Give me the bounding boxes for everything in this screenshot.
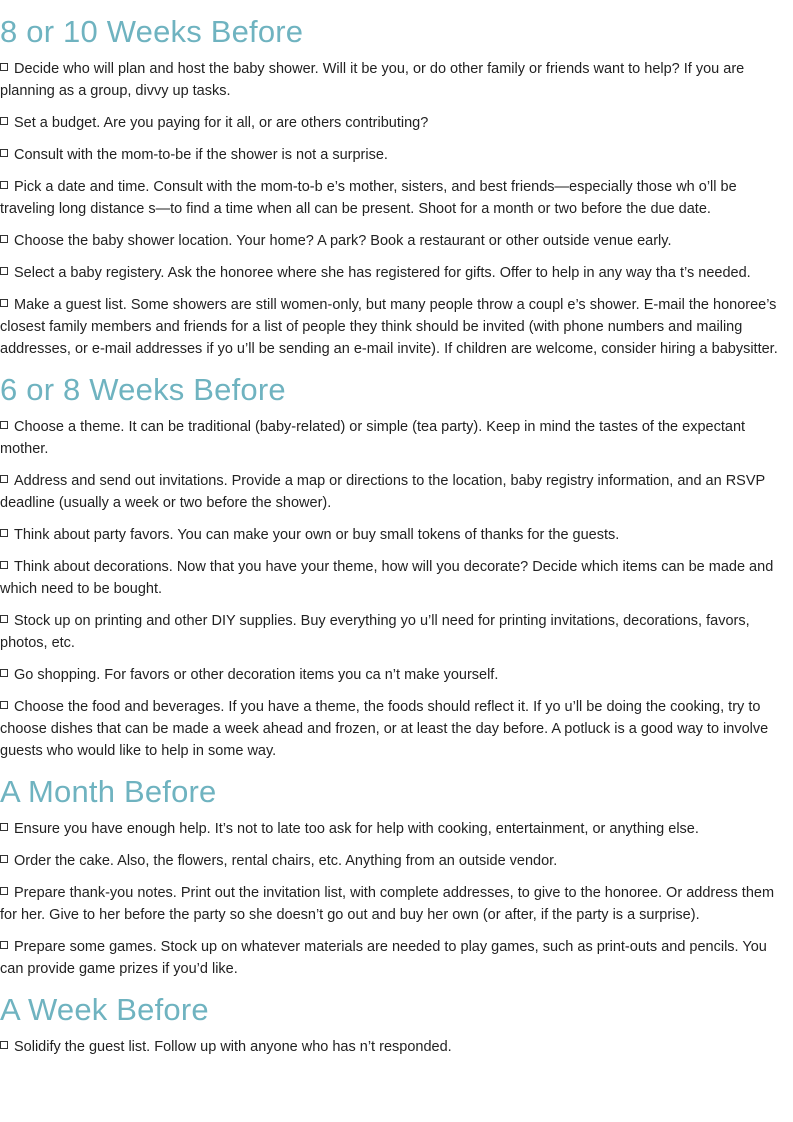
section-8-or-10-weeks	[0, 14, 793, 360]
task-text: Solidify the guest list. Follow up with anyone who has n’t responded.	[14, 1039, 452, 1055]
task-item	[0, 144, 793, 166]
task-list	[0, 818, 793, 980]
checkbox-icon	[0, 475, 8, 483]
task-text: Address and send out invitations. Provide a map or directions to the location, baby registry information, and an RSVP deadline (usually a week or two before the shower).	[0, 473, 765, 511]
task-item	[0, 524, 793, 546]
task-text: Think about party favors. You can make your own or buy small tokens of thanks for the guests.	[14, 527, 620, 543]
task-text: Set a budget. Are you paying for it all, or are others contributing?	[14, 115, 429, 131]
section-a-week-before	[0, 992, 793, 1058]
task-text: Make a guest list. Some showers are still women-only, but many people throw a coupl e’s shower. E-mail the honoree’s closest family members and friends for a list of people they think should be invited (with phone numbers and mailing addresses, or e-mail addresses if yo u’ll be sending an e-mail invite). If children are welcome, consider hiring a babysitter.	[0, 297, 778, 357]
checkbox-icon	[0, 421, 8, 429]
task-item	[0, 556, 793, 600]
checkbox-icon	[0, 235, 8, 243]
task-item	[0, 696, 793, 762]
task-text: Choose the baby shower location. Your home? A park? Book a restaurant or other outside venue early.	[14, 233, 672, 249]
checkbox-icon	[0, 615, 8, 623]
task-text: Prepare thank-you notes. Print out the invitation list, with complete addresses, to give to the honoree. Or address them for her. Give to her before the party so she doesn’t go out and buy her own (or after, if the party is a surprise).	[0, 885, 775, 923]
task-item	[0, 850, 793, 872]
task-text: Choose a theme. It can be traditional (baby-related) or simple (tea party). Keep in mind the tastes of the expectant mother.	[0, 419, 746, 457]
task-text: Stock up on printing and other DIY supplies. Buy everything yo u’ll need for printing invitations, decorations, favors, photos, etc.	[0, 613, 750, 651]
checkbox-icon	[0, 299, 8, 307]
checkbox-icon	[0, 887, 8, 895]
task-item	[0, 936, 793, 980]
task-text: Select a baby registery. Ask the honoree where she has registered for gifts. Offer to help in any way tha t’s needed.	[14, 265, 751, 281]
task-item	[0, 882, 793, 926]
task-text: Go shopping. For favors or other decoration items you ca n’t make yourself.	[14, 667, 499, 683]
section-heading: A Week Before	[0, 992, 209, 1027]
task-text: Decide who will plan and host the baby shower. Will it be you, or do other family or friends want to help? If you are planning as a group, divvy up tasks.	[0, 61, 745, 99]
task-text: Choose the food and beverages. If you have a theme, the foods should reflect it. If yo u’ll be doing the cooking, try to choose dishes that can be made a week ahead and frozen, or at least the day before. A potluck is a good way to involve guests who would like to help in some way.	[0, 699, 769, 759]
section-heading: 6 or 8 Weeks Before	[0, 372, 286, 407]
task-item	[0, 416, 793, 460]
task-item	[0, 1036, 793, 1058]
task-item	[0, 58, 793, 102]
task-text: Pick a date and time. Consult with the mom-to-b e’s mother, sisters, and best friends—especially those wh o’ll be traveling long distance s—to find a time when all can be present. Shoot for a month or two before the due date.	[0, 179, 737, 217]
checkbox-icon	[0, 941, 8, 949]
task-item	[0, 294, 793, 360]
checkbox-icon	[0, 561, 8, 569]
task-item	[0, 818, 793, 840]
task-item	[0, 664, 793, 686]
checkbox-icon	[0, 267, 8, 275]
checkbox-icon	[0, 669, 8, 677]
checkbox-icon	[0, 149, 8, 157]
task-text: Prepare some games. Stock up on whatever materials are needed to play games, such as print-outs and pencils. You can provide game prizes if you’d like.	[0, 939, 767, 977]
task-text: Ensure you have enough help. It’s not to late too ask for help with cooking, entertainment, or anything else.	[14, 821, 699, 837]
section-heading: 8 or 10 Weeks Before	[0, 14, 304, 49]
checkbox-icon	[0, 63, 8, 71]
task-item	[0, 230, 793, 252]
section-6-or-8-weeks	[0, 372, 793, 762]
task-item	[0, 470, 793, 514]
task-item	[0, 112, 793, 134]
task-text: Consult with the mom-to-be if the shower is not a surprise.	[14, 147, 388, 163]
section-a-month-before	[0, 774, 793, 980]
task-list	[0, 58, 793, 360]
checkbox-icon	[0, 1041, 8, 1049]
checkbox-icon	[0, 529, 8, 537]
task-text: Think about decorations. Now that you have your theme, how will you decorate? Decide which items can be made and which need to be bought.	[0, 559, 774, 597]
task-item	[0, 610, 793, 654]
task-item	[0, 176, 793, 220]
task-list	[0, 416, 793, 762]
task-item	[0, 262, 793, 284]
checkbox-icon	[0, 855, 8, 863]
checkbox-icon	[0, 701, 8, 709]
checkbox-icon	[0, 117, 8, 125]
task-list	[0, 1036, 793, 1058]
checkbox-icon	[0, 181, 8, 189]
section-heading: A Month Before	[0, 774, 217, 809]
checkbox-icon	[0, 823, 8, 831]
task-text: Order the cake. Also, the flowers, rental chairs, etc. Anything from an outside vendor.	[14, 853, 558, 869]
